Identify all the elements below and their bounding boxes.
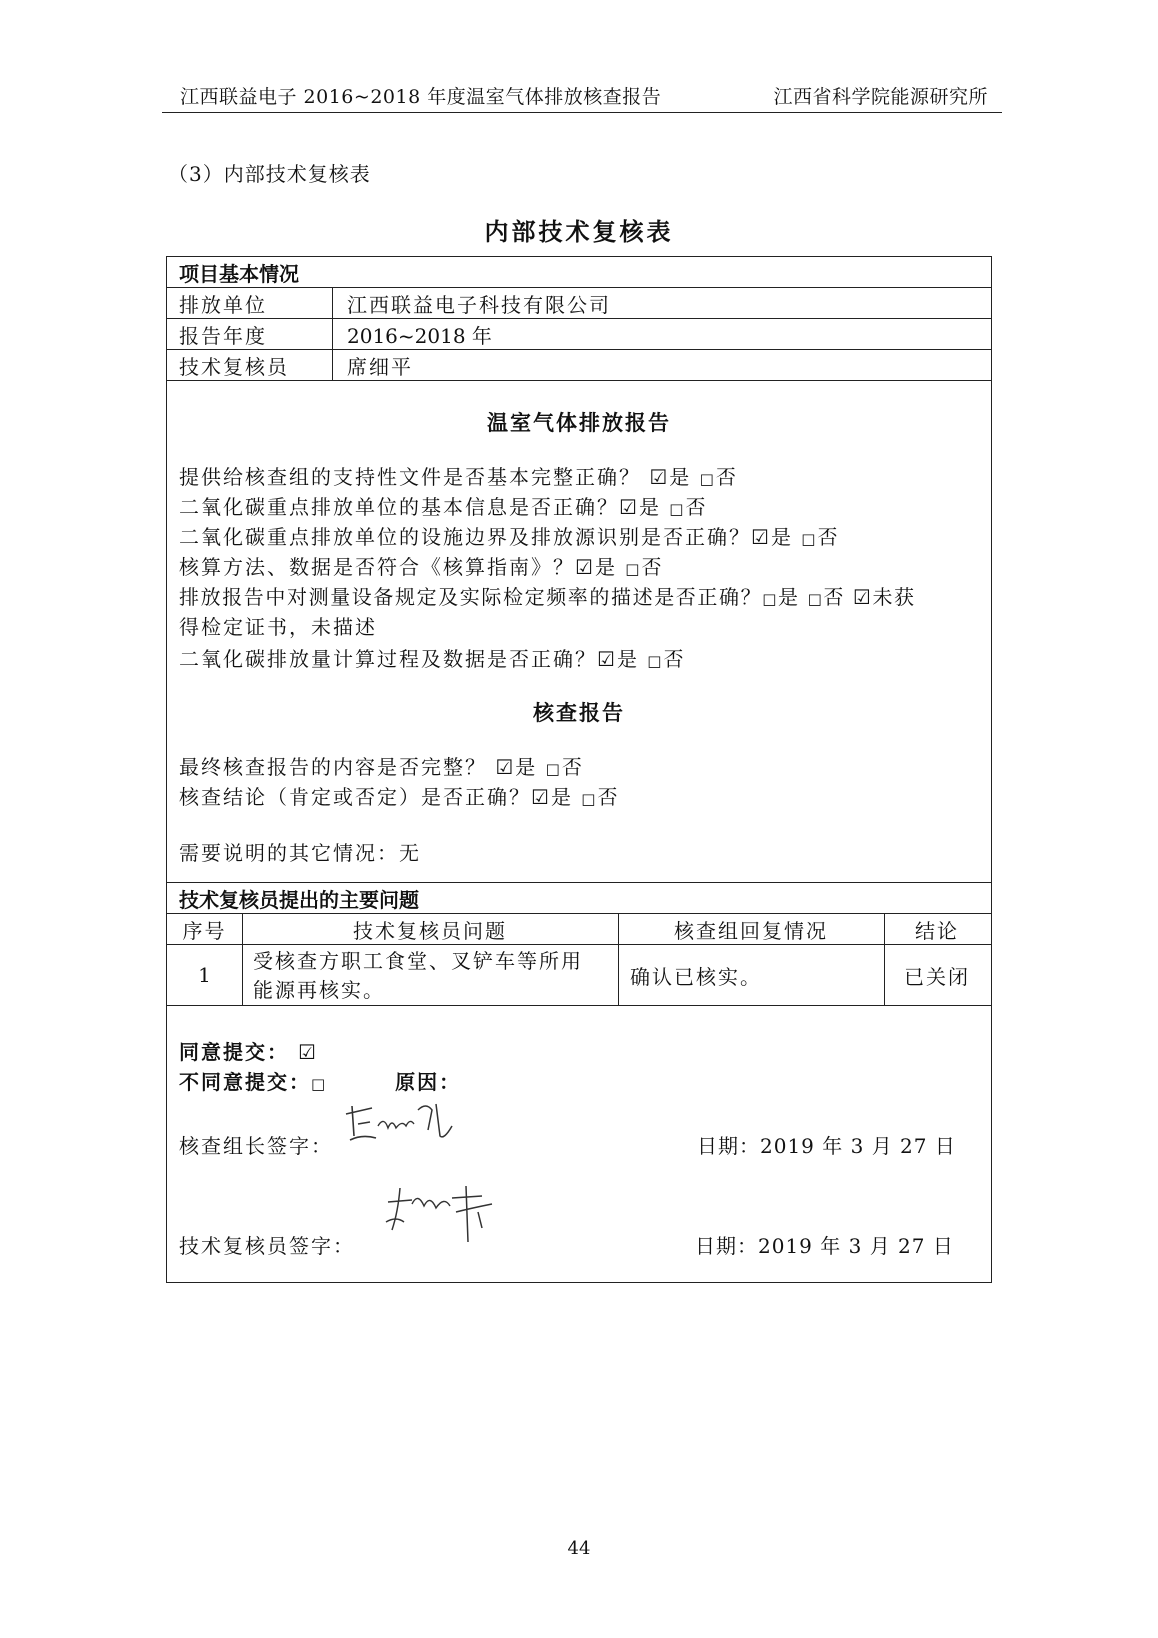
section-label: （3）内部技术复核表 [168,162,371,186]
question-line [179,643,685,672]
other-remarks: 需要说明的其它情况：无 [179,841,421,865]
column-header: 序号 [182,918,227,943]
unchecked-icon: □ [669,500,686,518]
unchecked-icon: □ [311,1075,328,1093]
yes-label: 是 [594,555,617,579]
verify-report-title: 核查报告 [533,700,625,725]
table-row [167,319,991,350]
unchecked-icon: □ [545,760,562,778]
question-text: 最终核查报告的内容是否完整？ [179,755,487,779]
question-text: 排放报告中对测量设备规定及实际检定频率的描述是否正确？ [179,585,763,609]
leader-signature [344,1096,459,1151]
disagree-label: 不同意提交： [179,1070,311,1094]
running-header-left: 江西联益电子 2016~2018 年度温室气体排放核查报告 [180,86,662,108]
reviewer-sign-label: 技术复核员签字： [179,1234,355,1258]
no-label: 否 [641,555,664,579]
extra-option-label: 未获 [872,585,916,609]
question-line [179,551,663,580]
checked-icon: ☑ [575,555,595,579]
checked-icon: ☑ [531,785,551,809]
issue-conclusion: 已关闭 [904,964,970,989]
agree-submit [179,1036,318,1065]
issue-no: 1 [198,963,211,987]
checked-icon: ☑ [751,525,771,549]
question-continuation: 得检定证书，未描述 [179,615,377,639]
reviewer-signature [382,1182,507,1252]
question-line [179,751,584,780]
unchecked-icon: □ [807,590,824,608]
unchecked-icon: □ [699,470,716,488]
reason-label: 原因： [395,1070,462,1094]
column-header: 技术复核员问题 [353,918,507,943]
yes-label: 是 [550,785,573,809]
review-table [166,256,992,1283]
issue-question-line1: 受核查方职工食堂、叉铲车等所用 [253,949,583,973]
leader-sign-label: 核查组长签字： [179,1134,333,1158]
issue-question-line2: 能源再核实。 [253,978,385,1002]
checked-icon: ☑ [495,755,516,779]
no-label: 否 [561,755,584,779]
row-value: 席细平 [347,354,413,379]
question-text: 核查结论（肯定或否定）是否正确？ [179,785,531,809]
row-label: 技术复核员 [179,354,289,379]
ghg-report-title: 温室气体排放报告 [487,410,671,435]
row-label: 报告年度 [179,323,267,348]
question-text: 二氧化碳重点排放单位的基本信息是否正确？ [179,495,619,519]
column-header: 核查组回复情况 [674,918,828,943]
unchecked-icon: □ [625,560,642,578]
issues-header-row [167,914,991,945]
column-header: 结论 [915,918,959,943]
unchecked-icon: □ [762,590,778,608]
row-label: 排放单位 [179,292,267,317]
question-text: 核算方法、数据是否符合《核算指南》？ [179,555,575,579]
table-row [167,288,991,319]
agree-label: 同意提交： [179,1040,289,1064]
yes-label: 是 [515,755,538,779]
question-line [179,461,738,490]
question-text: 二氧化碳排放量计算过程及数据是否正确？ [179,647,597,671]
question-line [179,581,916,610]
basic-info-heading: 项目基本情况 [179,261,299,286]
question-line [179,781,619,810]
leader-sign-date: 日期：2019 年 3 月 27 日 [697,1134,956,1158]
report-review-section [167,381,991,883]
unchecked-icon: □ [647,652,664,670]
unchecked-icon: □ [801,530,818,548]
no-label: 否 [823,585,845,609]
checked-icon: ☑ [297,1040,318,1064]
row-value: 2016~2018 年 [347,323,492,348]
yes-label: 是 [616,647,639,671]
header-rule [162,112,1002,113]
checked-icon: ☑ [649,465,670,489]
table-row [167,945,991,1006]
no-label: 否 [663,647,686,671]
page-title: 内部技术复核表 [484,217,674,246]
reviewer-sign-date: 日期：2019 年 3 月 27 日 [695,1234,954,1258]
checked-icon: ☑ [619,495,639,519]
basic-info-heading-row [167,257,991,288]
question-text: 二氧化碳重点排放单位的设施边界及排放源识别是否正确？ [179,525,751,549]
submit-section [167,1006,991,1282]
yes-label: 是 [777,585,800,609]
running-header-right: 江西省科学院能源研究所 [773,86,988,108]
no-label: 否 [817,525,840,549]
table-row [167,350,991,381]
no-label: 否 [685,495,708,519]
question-line [179,491,707,520]
no-label: 否 [715,465,738,489]
issue-reply: 确认已核实。 [630,964,762,989]
yes-label: 是 [669,465,692,489]
yes-label: 是 [638,495,661,519]
unchecked-icon: □ [581,790,598,808]
issues-heading-row [167,883,991,914]
yes-label: 是 [770,525,793,549]
checked-icon: ☑ [852,585,873,609]
page-number: 44 [567,1538,591,1559]
checked-icon: ☑ [597,647,617,671]
issues-heading: 技术复核员提出的主要问题 [179,887,419,912]
row-value: 江西联益电子科技有限公司 [347,292,611,317]
question-line [179,521,839,550]
disagree-submit [179,1066,461,1095]
issue-question [253,945,613,1005]
no-label: 否 [597,785,620,809]
question-text: 提供给核查组的支持性文件是否基本完整正确？ [179,465,641,489]
